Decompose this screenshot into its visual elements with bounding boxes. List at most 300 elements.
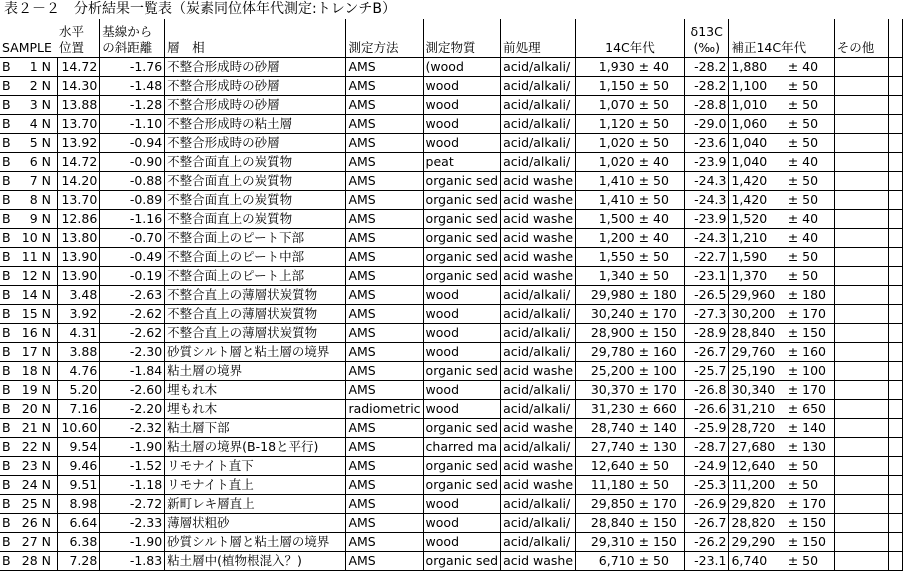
cell-age: 1,020: [576, 133, 637, 152]
cell-material: wood: [423, 342, 501, 361]
cell-cage: 29,960: [729, 285, 786, 304]
cell-no: 21: [15, 418, 39, 437]
cell-material: wood: [423, 285, 501, 304]
table-row: [0, 266, 903, 285]
cell-layer: 不整合直上の薄層状炭質物: [165, 304, 346, 323]
cell-empty: [834, 437, 888, 456]
cell-pm: ± 150: [637, 532, 685, 551]
cell-dir: N: [40, 247, 57, 266]
cell-age: 29,310: [576, 532, 637, 551]
cell-cage: 29,820: [729, 494, 786, 513]
cell-pos: 14.20: [57, 171, 100, 190]
cell-age: 1,930: [576, 57, 637, 76]
cell-pm: ± 660: [637, 399, 685, 418]
cell-empty: [888, 494, 902, 513]
cell-pm: ± 50: [637, 76, 685, 95]
cell-cpm: ± 180: [786, 285, 834, 304]
cell-site: B: [0, 76, 15, 95]
cell-pre: acid washe: [501, 361, 576, 380]
table-row: [0, 475, 903, 494]
cell-pre: acid washe: [501, 456, 576, 475]
cell-site: B: [0, 361, 15, 380]
cell-age: 1,150: [576, 76, 637, 95]
cell-dist: -2.72: [100, 494, 165, 513]
cell-pre: acid/alkali/: [501, 323, 576, 342]
cell-d13c: -23.1: [684, 266, 729, 285]
cell-method: AMS: [346, 228, 423, 247]
cell-dir: N: [40, 513, 57, 532]
cell-layer: 不整合形成時の砂層: [165, 76, 346, 95]
cell-cage: 29,290: [729, 532, 786, 551]
cell-dist: -0.94: [100, 133, 165, 152]
cell-pre: acid washe: [501, 247, 576, 266]
cell-dir: N: [40, 171, 57, 190]
cell-dir: N: [40, 76, 57, 95]
cell-method: AMS: [346, 494, 423, 513]
cell-empty: [888, 57, 902, 76]
cell-empty: [888, 266, 902, 285]
cell-material: organic sed: [423, 228, 501, 247]
cell-cage: 1,040: [729, 152, 786, 171]
header-layer: 層 相: [165, 19, 346, 57]
cell-layer: 薄層状粗砂: [165, 513, 346, 532]
cell-empty: [834, 114, 888, 133]
cell-layer: 不整合形成時の砂層: [165, 95, 346, 114]
cell-dir: N: [40, 209, 57, 228]
cell-empty: [834, 475, 888, 494]
cell-pos: 13.70: [57, 114, 100, 133]
cell-pm: ± 50: [637, 171, 685, 190]
cell-pm: ± 40: [637, 209, 685, 228]
cell-dist: -1.18: [100, 475, 165, 494]
table-row: [0, 95, 903, 114]
cell-pre: acid/alkali/: [501, 304, 576, 323]
cell-empty: [834, 551, 888, 570]
cell-pre: acid/alkali/: [501, 513, 576, 532]
table-row: [0, 285, 903, 304]
cell-empty: [834, 285, 888, 304]
cell-d13c: -24.3: [684, 228, 729, 247]
cell-pos: 4.76: [57, 361, 100, 380]
cell-dist: -2.60: [100, 380, 165, 399]
cell-cpm: ± 160: [786, 342, 834, 361]
cell-pos: 13.90: [57, 266, 100, 285]
cell-dir: N: [40, 399, 57, 418]
cell-age: 1,340: [576, 266, 637, 285]
cell-method: AMS: [346, 323, 423, 342]
cell-site: B: [0, 266, 15, 285]
header-pretreatment: 前処理: [501, 19, 576, 57]
cell-no: 15: [15, 304, 39, 323]
cell-pre: acid washe: [501, 190, 576, 209]
cell-pre: acid/alkali/: [501, 399, 576, 418]
cell-pre: acid/alkali/: [501, 494, 576, 513]
cell-method: AMS: [346, 361, 423, 380]
cell-dir: N: [40, 95, 57, 114]
cell-layer: 不整合直上の薄層状炭質物: [165, 323, 346, 342]
cell-age: 25,200: [576, 361, 637, 380]
cell-no: 24: [15, 475, 39, 494]
cell-dist: -0.90: [100, 152, 165, 171]
cell-cage: 6,740: [729, 551, 786, 570]
cell-no: 19: [15, 380, 39, 399]
cell-pos: 13.80: [57, 228, 100, 247]
cell-method: AMS: [346, 437, 423, 456]
cell-pre: acid washe: [501, 266, 576, 285]
cell-empty: [888, 361, 902, 380]
cell-empty: [834, 57, 888, 76]
table-row: [0, 190, 903, 209]
cell-pos: 9.46: [57, 456, 100, 475]
cell-cpm: ± 130: [786, 437, 834, 456]
cell-material: wood: [423, 95, 501, 114]
cell-layer: 粘土層中(植物根混入？): [165, 551, 346, 570]
cell-method: AMS: [346, 247, 423, 266]
cell-d13c: -26.7: [684, 513, 729, 532]
cell-dir: N: [40, 342, 57, 361]
cell-cpm: ± 50: [786, 171, 834, 190]
cell-dist: -0.89: [100, 190, 165, 209]
cell-method: AMS: [346, 418, 423, 437]
cell-method: AMS: [346, 304, 423, 323]
cell-pos: 13.90: [57, 247, 100, 266]
cell-cpm: ± 40: [786, 57, 834, 76]
cell-pos: 9.54: [57, 437, 100, 456]
cell-age: 1,200: [576, 228, 637, 247]
cell-layer: 埋もれ木: [165, 399, 346, 418]
cell-d13c: -28.9: [684, 323, 729, 342]
header-corrected-age: 補正14C年代: [729, 19, 834, 57]
cell-cage: 27,680: [729, 437, 786, 456]
cell-pre: acid/alkali/: [501, 285, 576, 304]
cell-site: B: [0, 171, 15, 190]
cell-pre: acid/alkali/: [501, 133, 576, 152]
cell-cpm: ± 50: [786, 114, 834, 133]
cell-pm: ± 40: [637, 152, 685, 171]
cell-site: B: [0, 114, 15, 133]
cell-cpm: ± 50: [786, 456, 834, 475]
cell-empty: [834, 456, 888, 475]
cell-pos: 3.88: [57, 342, 100, 361]
cell-material: organic sed: [423, 209, 501, 228]
table-row: [0, 114, 903, 133]
cell-d13c: -23.9: [684, 152, 729, 171]
cell-layer: 砂質シルト層と粘土層の境界: [165, 532, 346, 551]
cell-empty: [834, 171, 888, 190]
cell-pm: ± 150: [637, 513, 685, 532]
cell-d13c: -23.6: [684, 133, 729, 152]
cell-empty: [888, 418, 902, 437]
cell-pos: 14.72: [57, 57, 100, 76]
cell-site: B: [0, 513, 15, 532]
cell-empty: [834, 418, 888, 437]
table-row: [0, 171, 903, 190]
cell-pre: acid washe: [501, 551, 576, 570]
header-row: [0, 19, 903, 57]
cell-empty: [834, 323, 888, 342]
cell-site: B: [0, 152, 15, 171]
cell-site: B: [0, 133, 15, 152]
cell-material: wood: [423, 532, 501, 551]
cell-empty: [888, 171, 902, 190]
cell-layer: 不整合面直上の炭質物: [165, 190, 346, 209]
cell-empty: [834, 95, 888, 114]
cell-no: 11: [15, 247, 39, 266]
cell-age: 1,070: [576, 95, 637, 114]
cell-empty: [888, 456, 902, 475]
cell-d13c: -28.2: [684, 57, 729, 76]
cell-method: AMS: [346, 285, 423, 304]
cell-cpm: ± 50: [786, 475, 834, 494]
cell-dir: N: [40, 551, 57, 570]
cell-d13c: -25.3: [684, 475, 729, 494]
cell-dist: -1.52: [100, 456, 165, 475]
cell-pm: ± 170: [637, 494, 685, 513]
cell-pre: acid/alkali/: [501, 152, 576, 171]
cell-dir: N: [40, 361, 57, 380]
cell-site: B: [0, 532, 15, 551]
cell-empty: [834, 494, 888, 513]
table-row: [0, 152, 903, 171]
cell-d13c: -24.3: [684, 171, 729, 190]
cell-cpm: ± 170: [786, 380, 834, 399]
cell-empty: [888, 380, 902, 399]
cell-material: organic sed: [423, 551, 501, 570]
cell-dir: N: [40, 57, 57, 76]
cell-layer: 不整合形成時の砂層: [165, 133, 346, 152]
cell-cpm: ± 140: [786, 418, 834, 437]
cell-age: 1,120: [576, 114, 637, 133]
cell-no: 25: [15, 494, 39, 513]
cell-no: 10: [15, 228, 39, 247]
table-row: [0, 304, 903, 323]
cell-no: 5: [15, 133, 39, 152]
cell-method: AMS: [346, 551, 423, 570]
cell-dist: -1.90: [100, 532, 165, 551]
cell-material: wood: [423, 114, 501, 133]
cell-d13c: -25.9: [684, 418, 729, 437]
cell-material: organic sed: [423, 361, 501, 380]
cell-method: AMS: [346, 209, 423, 228]
cell-pos: 10.60: [57, 418, 100, 437]
cell-empty: [888, 323, 902, 342]
cell-empty: [888, 209, 902, 228]
cell-method: radiometric: [346, 399, 423, 418]
cell-layer: 不整合面上のピート中部: [165, 247, 346, 266]
cell-material: organic sed: [423, 456, 501, 475]
cell-layer: 新町レキ層直上: [165, 494, 346, 513]
cell-no: 27: [15, 532, 39, 551]
cell-pos: 6.64: [57, 513, 100, 532]
cell-dist: -0.88: [100, 171, 165, 190]
cell-empty: [834, 209, 888, 228]
cell-d13c: -26.6: [684, 399, 729, 418]
cell-dir: N: [40, 380, 57, 399]
cell-cage: 30,200: [729, 304, 786, 323]
table-row: [0, 57, 903, 76]
table-row: [0, 532, 903, 551]
cell-empty: [888, 152, 902, 171]
cell-empty: [888, 247, 902, 266]
cell-empty: [888, 399, 902, 418]
header-14c-age: 14C年代: [576, 19, 685, 57]
cell-no: 18: [15, 361, 39, 380]
cell-empty: [888, 551, 902, 570]
cell-layer: 不整合面直上の炭質物: [165, 152, 346, 171]
cell-material: peat: [423, 152, 501, 171]
cell-dir: N: [40, 152, 57, 171]
cell-empty: [888, 437, 902, 456]
cell-cage: 31,210: [729, 399, 786, 418]
cell-cage: 1,420: [729, 190, 786, 209]
cell-pos: 12.86: [57, 209, 100, 228]
cell-pm: ± 130: [637, 437, 685, 456]
cell-dist: -2.62: [100, 323, 165, 342]
cell-dist: -2.33: [100, 513, 165, 532]
cell-cage: 1,420: [729, 171, 786, 190]
cell-layer: 粘土層の境界(B-18と平行): [165, 437, 346, 456]
cell-material: charred ma: [423, 437, 501, 456]
cell-pos: 7.28: [57, 551, 100, 570]
cell-material: wood: [423, 133, 501, 152]
cell-pre: acid/alkali/: [501, 114, 576, 133]
cell-no: 4: [15, 114, 39, 133]
cell-no: 28: [15, 551, 39, 570]
cell-cage: 11,200: [729, 475, 786, 494]
cell-site: B: [0, 209, 15, 228]
cell-age: 1,410: [576, 190, 637, 209]
cell-pm: ± 100: [637, 361, 685, 380]
cell-empty: [888, 532, 902, 551]
cell-site: B: [0, 304, 15, 323]
cell-dir: N: [40, 323, 57, 342]
cell-pre: acid washe: [501, 418, 576, 437]
cell-cpm: ± 50: [786, 266, 834, 285]
cell-dir: N: [40, 285, 57, 304]
cell-dist: -1.76: [100, 57, 165, 76]
cell-dist: -0.70: [100, 228, 165, 247]
cell-empty: [834, 304, 888, 323]
cell-site: B: [0, 190, 15, 209]
table-title: 表２－２ 分析結果一覧表（炭素同位体年代測定:トレンチB）: [4, 1, 396, 17]
cell-pos: 14.72: [57, 152, 100, 171]
cell-method: AMS: [346, 190, 423, 209]
cell-empty: [888, 228, 902, 247]
cell-cpm: ± 50: [786, 190, 834, 209]
header-method: 測定方法: [346, 19, 423, 57]
cell-d13c: -26.8: [684, 380, 729, 399]
cell-cage: 1,590: [729, 247, 786, 266]
cell-pm: ± 50: [637, 456, 685, 475]
cell-empty: [834, 361, 888, 380]
cell-pm: ± 50: [637, 95, 685, 114]
cell-method: AMS: [346, 513, 423, 532]
cell-dist: -2.30: [100, 342, 165, 361]
header-other: その他: [834, 19, 888, 57]
cell-pre: acid/alkali/: [501, 57, 576, 76]
cell-pos: 3.92: [57, 304, 100, 323]
header-baseline-distance: 基線から の斜距離: [100, 19, 165, 57]
cell-material: organic sed: [423, 190, 501, 209]
cell-pos: 13.70: [57, 190, 100, 209]
header-sample: SAMPLE: [0, 19, 57, 57]
cell-cage: 1,060: [729, 114, 786, 133]
cell-site: B: [0, 551, 15, 570]
cell-layer: 不整合面直上の炭質物: [165, 171, 346, 190]
cell-dist: -2.32: [100, 418, 165, 437]
table-row: [0, 437, 903, 456]
cell-dir: N: [40, 228, 57, 247]
cell-empty: [888, 190, 902, 209]
results-table: [0, 19, 903, 571]
cell-site: B: [0, 285, 15, 304]
cell-layer: リモナイト直下: [165, 456, 346, 475]
cell-layer: 不整合形成時の粘土層: [165, 114, 346, 133]
table-row: [0, 456, 903, 475]
cell-cpm: ± 40: [786, 228, 834, 247]
cell-no: 8: [15, 190, 39, 209]
cell-pm: ± 50: [637, 551, 685, 570]
cell-pm: ± 50: [637, 475, 685, 494]
cell-layer: 不整合形成時の砂層: [165, 57, 346, 76]
cell-pm: ± 170: [637, 380, 685, 399]
cell-method: AMS: [346, 456, 423, 475]
cell-material: wood: [423, 380, 501, 399]
cell-cage: 28,820: [729, 513, 786, 532]
cell-layer: 粘土層の境界: [165, 361, 346, 380]
cell-empty: [888, 76, 902, 95]
cell-dist: -1.28: [100, 95, 165, 114]
cell-cage: 1,370: [729, 266, 786, 285]
cell-empty: [888, 513, 902, 532]
cell-dist: -2.62: [100, 304, 165, 323]
cell-age: 29,980: [576, 285, 637, 304]
cell-age: 6,710: [576, 551, 637, 570]
cell-d13c: -25.7: [684, 361, 729, 380]
cell-dist: -1.16: [100, 209, 165, 228]
cell-material: organic sed: [423, 247, 501, 266]
cell-d13c: -26.7: [684, 342, 729, 361]
cell-cpm: ± 40: [786, 152, 834, 171]
cell-empty: [834, 399, 888, 418]
cell-empty: [888, 475, 902, 494]
cell-material: wood: [423, 513, 501, 532]
cell-d13c: -24.3: [684, 190, 729, 209]
cell-empty: [834, 266, 888, 285]
cell-d13c: -23.1: [684, 551, 729, 570]
cell-site: B: [0, 323, 15, 342]
cell-layer: 砂質シルト層と粘土層の境界: [165, 342, 346, 361]
cell-material: wood: [423, 399, 501, 418]
cell-no: 6: [15, 152, 39, 171]
cell-age: 30,370: [576, 380, 637, 399]
cell-cage: 1,520: [729, 209, 786, 228]
cell-dir: N: [40, 532, 57, 551]
cell-material: organic sed: [423, 418, 501, 437]
cell-d13c: -26.2: [684, 532, 729, 551]
cell-empty: [834, 133, 888, 152]
cell-cpm: ± 150: [786, 513, 834, 532]
cell-dir: N: [40, 190, 57, 209]
cell-pm: ± 50: [637, 266, 685, 285]
cell-age: 31,230: [576, 399, 637, 418]
cell-material: organic sed: [423, 266, 501, 285]
cell-site: B: [0, 475, 15, 494]
cell-no: 22: [15, 437, 39, 456]
cell-pos: 8.98: [57, 494, 100, 513]
cell-method: AMS: [346, 532, 423, 551]
cell-cage: 30,340: [729, 380, 786, 399]
